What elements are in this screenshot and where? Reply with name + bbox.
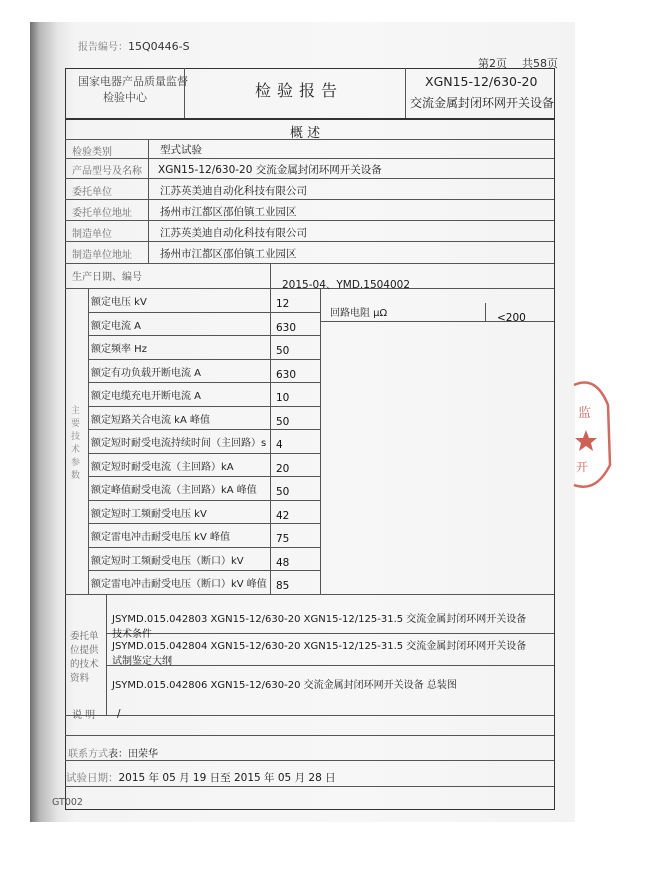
param-value: 630 xyxy=(276,368,297,381)
param-label: 额定峰值耐受电流（主回路）kA 峰值 xyxy=(91,485,257,496)
param-label: 额定短路关合电流 kA 峰值 xyxy=(91,414,210,426)
param-value: 75 xyxy=(276,533,290,545)
doc-line1: JSYMD.015.042803 XGN15-12/630-20 XGN15-12/125-31.5 交流金属封闭环网开关设备 xyxy=(112,614,527,625)
header-title: 检验报告 xyxy=(255,81,344,100)
doc-item xyxy=(112,676,457,691)
param-value: 20 xyxy=(276,462,290,475)
label-test-type: 检验类别 xyxy=(72,147,112,158)
label-mfg-date-no: 生产日期、编号 xyxy=(72,272,142,283)
param-value: 50 xyxy=(276,486,290,498)
test-date xyxy=(66,770,336,785)
value-manufacturer-address: 扬州市江都区邵伯镇工业园区 xyxy=(160,248,297,260)
value-mfg-date-no: 2015-04、YMD.1504002 xyxy=(282,279,411,291)
page-total: 共58页 xyxy=(522,57,558,70)
header-model: XGN15-12/630-20 xyxy=(425,74,538,89)
notes-label: 说 明 xyxy=(72,710,96,721)
report-number-value: 15Q0446-S xyxy=(128,40,190,53)
param-label: 额定电缆充电开断电流 A xyxy=(91,391,202,402)
summary-title: 概 述 xyxy=(290,126,321,141)
param-value: 85 xyxy=(276,580,290,592)
param-value: 4 xyxy=(276,439,283,451)
report-number xyxy=(78,38,190,53)
param-value: 630 xyxy=(276,321,297,334)
value-client: 江苏英美迪自动化科技有限公司 xyxy=(160,185,307,197)
svg-text:监: 监 xyxy=(578,406,592,421)
header-org-line2: 检验中心 xyxy=(103,91,147,104)
stamp-seal-edge xyxy=(566,375,616,495)
header-org-line1: 国家电器产品质量监督 xyxy=(78,75,188,88)
footer-code: GT002 xyxy=(52,797,83,808)
doc-line1: JSYMD.015.042806 XGN15-12/630-20 交流金属封闭环网开关设备 总装图 xyxy=(112,680,457,691)
test-date-value: 2015 年 05 月 19 日至 2015 年 05 月 28 日 xyxy=(118,772,336,784)
value-model-name: XGN15-12/630-20 交流金属封闭环网开关设备 xyxy=(158,164,382,176)
param-label: 额定频率 Hz xyxy=(91,344,147,355)
param-label: 额定短时工频耐受电压 kV xyxy=(91,508,207,520)
doc-item xyxy=(112,610,526,640)
param-value: 42 xyxy=(276,509,290,522)
param-label: 额定短时耐受电流（主回路）kA xyxy=(91,461,234,473)
label-manufacturer-address: 制造单位地址 xyxy=(72,250,132,261)
contact-label: 联系方式 xyxy=(68,749,108,760)
doc-line2: 技术条件 xyxy=(112,629,152,640)
param-label: 额定短时耐受电流持续时间（主回路）s xyxy=(91,438,267,449)
label-model-name: 产品型号及名称 xyxy=(72,166,142,177)
param-value: 50 xyxy=(276,415,290,428)
param-value: 10 xyxy=(276,392,290,404)
doc-item xyxy=(112,637,526,667)
resistance-value: <200 xyxy=(497,312,526,324)
value-test-type: 型式试验 xyxy=(160,144,202,156)
doc-line2: 试制鉴定大纲 xyxy=(112,656,172,667)
resistance-label: 回路电阻 μΩ xyxy=(330,308,388,319)
contact-value: 表：田荣华 xyxy=(108,749,158,760)
param-value: 50 xyxy=(276,345,290,357)
params-side-label: 主要技术参数 xyxy=(71,406,81,481)
header-product: 交流金属封闭环网开关设备 xyxy=(410,96,555,110)
doc-line1: JSYMD.015.042804 XGN15-12/630-20 XGN15-12/125-31.5 交流金属封闭环网开关设备 xyxy=(112,641,527,652)
label-client: 委托单位 xyxy=(72,187,112,198)
report-number-label: 报告编号： xyxy=(78,42,128,53)
param-value: 48 xyxy=(276,556,290,569)
param-label: 额定雷电冲击耐受电压 kV 峰值 xyxy=(91,532,230,543)
page-current: 第2页 xyxy=(478,57,507,70)
param-label: 额定电压 kV xyxy=(91,297,147,308)
param-value: 12 xyxy=(276,298,290,310)
param-label: 额定有功负载开断电流 A xyxy=(91,367,202,379)
label-manufacturer: 制造单位 xyxy=(72,229,112,240)
svg-text:开: 开 xyxy=(576,460,589,474)
param-label: 额定电流 A xyxy=(91,320,142,332)
docs-label: 委托单位提供的技术资料 xyxy=(70,631,99,684)
notes-value: / xyxy=(117,708,121,720)
param-label: 额定雷电冲击耐受电压（断口）kV 峰值 xyxy=(91,579,267,590)
param-label: 额定短时工频耐受电压（断口）kV xyxy=(91,555,244,567)
value-manufacturer: 江苏英美迪自动化科技有限公司 xyxy=(160,227,307,239)
value-client-address: 扬州市江都区邵伯镇工业园区 xyxy=(160,206,297,218)
contact xyxy=(68,745,158,760)
test-date-label: 试验日期： xyxy=(66,772,119,784)
label-client-address: 委托单位地址 xyxy=(72,208,132,219)
